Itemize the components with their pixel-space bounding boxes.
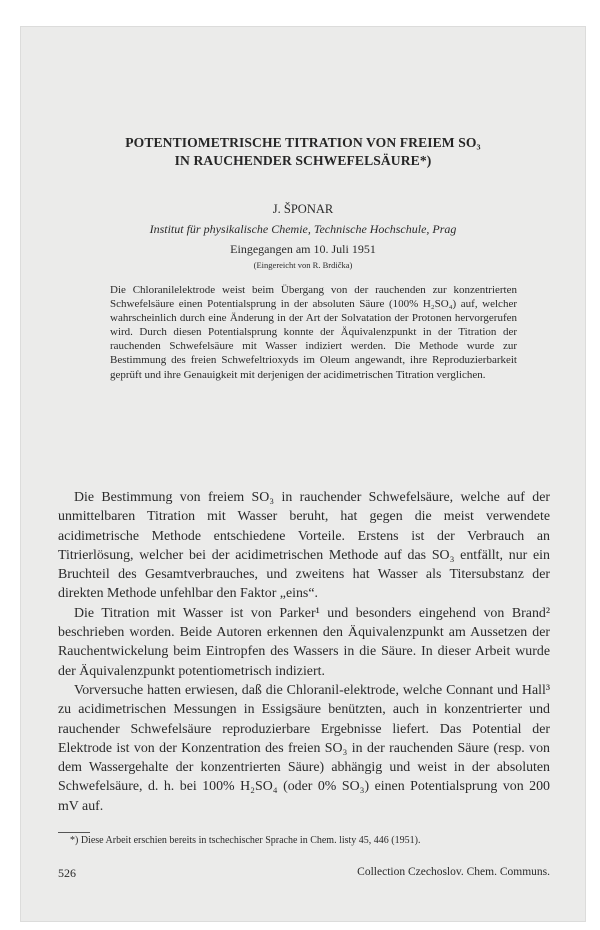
communicated-by: (Eingereicht von R. Brdička) xyxy=(253,260,353,270)
title-line-2: IN RAUCHENDER SCHWEFELSÄURE*) xyxy=(174,153,432,168)
page-number: 526 xyxy=(58,866,76,880)
title-line-1: POTENTIOMETRISCHE TITRATION VON FREIEM SO₃ xyxy=(125,135,481,150)
author-name: J. ŠPONAR xyxy=(272,202,334,216)
footnote: *) Diese Arbeit erschien bereits in tschechischer Sprache in Chem. listy 45, 446 (1951). xyxy=(70,835,421,846)
footnote-divider xyxy=(58,832,90,833)
abstract: Die Chloranilelektrode weist beim Übergang von der rauchenden zur konzentrierten Schwefelsäure einen Potentialsprung in der absoluten Säure (100% H₂SO₄) auf, welcher wahrscheinlich durch eine Änderung in der Art der Solvatation der Protonen hervorgerufen wird. Durch diesen Potentialsprung konnte der Äquivalenzpunkt in der Titration der rauchenden Schwefelsäure mit Wasser indiziert werden. Die Methode wurde zur Bestimmung des freien Schwefeltrioxyds im Oleum angewandt, ihre Reproduzierbarkeit geprüft und ihre Genauigkeit mit derjenigen der acidimetrischen Titration verglichen. xyxy=(110,284,517,381)
paragraph: Vorversuche hatten erwiesen, daß die Chloranil-elektrode, welche Connant und Hall³ zu acidimetrischen Messungen in Essigsäure benützten, auch in konzentrierter und rauchender Schwefelsäure reproduzierbare Ergebnisse liefert. Das Potential der Elektrode ist von der Konzentration des freien SO₃ in der rauchenden Säure (resp. von dem Wassergehalte der konzentrierten Säure) abhängig und weist in der absoluten Schwefelsäure, d. h. bei 100% H₂SO₄ (oder 0% SO₃) einen Potentialsprung von 200 mV auf. xyxy=(58,682,550,814)
body-text xyxy=(58,488,550,816)
paper-page xyxy=(20,26,586,922)
paragraph: Die Titration mit Wasser ist von Parker¹ und besonders eingehend von Brand² beschrieben worden. Beide Autoren erkennen den Äquivalenzpunkt am Aussetzen der Rauchentwickelung beim Eintropfen des Wassers in die Säure. In dieser Arbeit wurde der Äquivalenzpunkt potentiometrisch indiziert. xyxy=(58,605,550,679)
received-date: Eingegangen am 10. Juli 1951 xyxy=(230,242,376,256)
journal-name: Collection Czechoslov. Chem. Communs. xyxy=(357,866,550,878)
institute: Institut für physikalische Chemie, Technische Hochschule, Prag xyxy=(149,222,457,236)
paragraph: Die Bestimmung von freiem SO₃ in rauchender Schwefelsäure, welche auf der unmittelbaren Titration mit Wasser beruht, hat gegen die meist verwendete acidimetrische Methode entschiedene Vorteile. Erstens ist der Verbrauch an Titrierlösung, welcher bei der acidimetrischen Methode auf das SO₃ entfällt, nur ein Bruchteil des Gesamtverbrauches, und zweitens hat Wasser als Titersubstanz der direkten Methode unfehlbar den Faktor „eins“. xyxy=(58,490,550,602)
article-title xyxy=(20,134,586,170)
